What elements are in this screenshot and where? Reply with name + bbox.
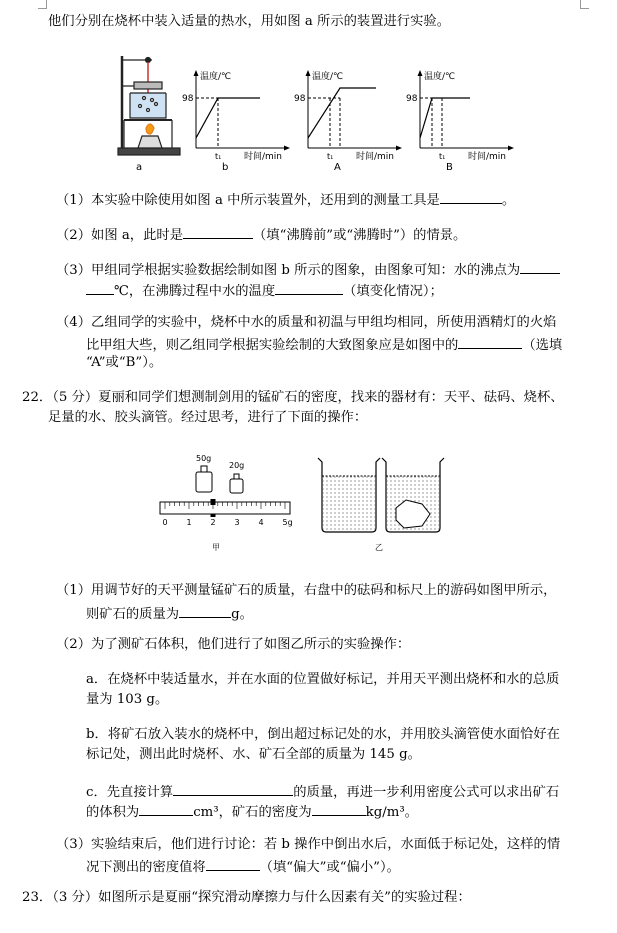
q21-part2 <box>56 225 466 244</box>
q21-part4-text: 比甲组大些，则乙组同学根据实验绘制的大致图象应是如图中的 <box>86 338 459 353</box>
q22-step-c-line1 <box>86 782 559 801</box>
q22-step-c-end: kg/m³。 <box>365 805 418 820</box>
graph-A-ytick: 98 <box>294 94 306 104</box>
graph-B-ylabel: 温度/℃ <box>424 72 456 82</box>
q22-part2: （2）为了测矿石体积，他们进行了如图乙所示的实验操作： <box>56 637 411 652</box>
scale-tick-label: 3 <box>234 518 240 527</box>
graph-b-xlabel: 时间/min <box>244 152 283 162</box>
corner-mark-right <box>580 0 589 9</box>
graph-A-xtick: t₁ <box>327 152 334 161</box>
q21-part1-text: （1）本实验中除使用如图 a 中所示装置外，还用到的测量工具是 <box>56 193 440 208</box>
caption-a: a <box>136 162 143 173</box>
weight-50g-label: 50g <box>196 454 212 463</box>
weight-20g <box>229 461 244 493</box>
caption-yi: 乙 <box>375 543 383 552</box>
q22-part3-text: 况下测出的密度值将 <box>86 860 206 875</box>
graph-B-caption: B <box>446 162 453 173</box>
q21-part2-end: （填“沸腾前”或“沸腾时”）的情景。 <box>253 228 467 243</box>
q22-heading-line2: 足量的水、胶头滴管。经过思考，进行了下面的操作： <box>48 410 368 425</box>
q21-part2-blank[interactable] <box>183 225 253 239</box>
q21-part3-line1 <box>56 260 560 279</box>
q22-part1-line2 <box>86 604 253 623</box>
q22-step-a-line1: a．在烧杯中装适量水，并在水面的位置做好标记，并用天平测出烧杯和水的总质 <box>86 672 560 687</box>
q22-step-b-line1: b．将矿石放入装水的烧杯中，倒出超过标记处的水，并用胶头滴管使水面恰好在 <box>86 727 560 742</box>
weight-20g-label: 20g <box>229 461 245 470</box>
graph-b <box>182 70 290 173</box>
graph-b-ytick: 98 <box>182 94 194 104</box>
q22-part1-text: 则矿石的质量为 <box>86 607 180 622</box>
graph-B <box>406 70 514 173</box>
q21-part1 <box>56 190 515 209</box>
q22-part3-line1: （3）实验结束后，他们进行讨论：若 b 操作中倒出水后，水面低于标记处，这样的情 <box>56 837 561 852</box>
q22-step-c-text: c．先直接计算 <box>86 785 174 800</box>
graph-B-xlabel: 时间/min <box>468 152 507 162</box>
scale-tick-label: 1 <box>186 518 192 527</box>
q23-heading: 23．（3 分）如图所示是夏丽“探究滑动摩擦力与什么因素有关”的实验过程： <box>22 890 471 905</box>
rider-scale <box>160 499 293 527</box>
graph-A-caption: A <box>334 162 341 173</box>
scale-tick-label: 5g <box>282 518 293 527</box>
q21-part3-blank1b[interactable] <box>86 281 114 295</box>
q22-step-c-line2 <box>86 802 418 821</box>
q22-step-a-line2: 量为 103 g。 <box>86 692 169 707</box>
graph-b-xtick: t₁ <box>215 152 222 161</box>
density-figure <box>150 448 460 558</box>
boiling-figure <box>100 48 520 178</box>
graph-B-xtick: t₁ <box>439 152 446 161</box>
graph-A <box>294 70 402 173</box>
boiling-apparatus <box>118 56 180 155</box>
graph-b-ylabel: 温度/℃ <box>200 72 232 82</box>
beaker-with-water <box>318 458 380 532</box>
q21-part3-end: （填变化情况）； <box>343 284 443 299</box>
q22-step-c-text4: cm³，矿石的密度为 <box>193 805 312 820</box>
q22-step-c-blank1[interactable] <box>173 782 293 796</box>
graph-A-xlabel: 时间/min <box>356 152 395 162</box>
scale-rider-bottom <box>211 514 216 517</box>
q21-part4-blank[interactable] <box>458 335 522 349</box>
q22-step-c-text3: 的体积为 <box>86 805 140 820</box>
q22-part3-blank[interactable] <box>206 857 260 871</box>
q21-part1-blank[interactable] <box>440 190 502 204</box>
q21-part4-line3: “A”或“B”）。 <box>86 355 163 370</box>
scale-tick-label: 4 <box>258 518 264 527</box>
q21-part4-line1: （4）乙组同学的实验中，烧杯中水的质量和初温与甲组均相同，所使用酒精灯的火焰 <box>56 315 557 330</box>
q22-part1-blank[interactable] <box>179 604 231 618</box>
q21-part3-blank1a[interactable] <box>520 260 560 274</box>
weight-50g <box>196 454 212 492</box>
q22-heading-line1: 22．（5 分）夏丽和同学们想测制剑用的锰矿石的密度，找来的器材有：天平、砝码、烧杯、 <box>22 390 564 405</box>
caption-jia: 甲 <box>212 543 220 552</box>
q21-part2-text: （2）如图 a，此时是 <box>56 228 183 243</box>
beaker-with-ore <box>382 458 444 532</box>
q22-part3-line2 <box>86 857 400 876</box>
q22-part3-end: （填“偏大”或“偏小”）。 <box>259 860 400 875</box>
graph-A-ylabel: 温度/℃ <box>312 72 344 82</box>
scale-tick-label: 2 <box>210 518 216 527</box>
scale-rider[interactable] <box>211 499 216 505</box>
q22-part1-line1: （1）用调节好的天平测量锰矿石的质量，右盘中的砝码和标尺上的游码如图甲所示， <box>56 583 557 598</box>
q21-part4-line2 <box>86 335 562 354</box>
corner-mark-left <box>38 0 47 9</box>
graph-b-caption: b <box>222 162 229 173</box>
q21-part3-blank2[interactable] <box>275 281 343 295</box>
q22-step-c-blank2[interactable] <box>139 802 193 816</box>
graph-B-ytick: 98 <box>406 94 418 104</box>
q22-step-c-text2: 的质量，再进一步利用密度公式可以求出矿石 <box>293 785 560 800</box>
q21-part4-end: （选填 <box>522 338 563 353</box>
q22-part1-end: g。 <box>231 607 253 622</box>
q21-part3-text2: ℃，在沸腾过程中水的温度 <box>114 284 276 299</box>
q22-step-c-blank3[interactable] <box>312 802 366 816</box>
q21-part1-end: 。 <box>501 193 516 208</box>
scale-tick-label: 0 <box>162 518 168 527</box>
q22-step-b-line2: 标记处，测出此时烧杯、水、矿石全部的质量为 145 g。 <box>86 747 421 762</box>
q21-part3-text: （3）甲组同学根据实验数据绘制如图 b 所示的图象，由图象可知：水的沸点为 <box>56 263 521 278</box>
intro-text: 他们分别在烧杯中装入适量的热水，用如图 a 所示的装置进行实验。 <box>48 14 450 29</box>
q21-part3-line2 <box>86 281 443 300</box>
